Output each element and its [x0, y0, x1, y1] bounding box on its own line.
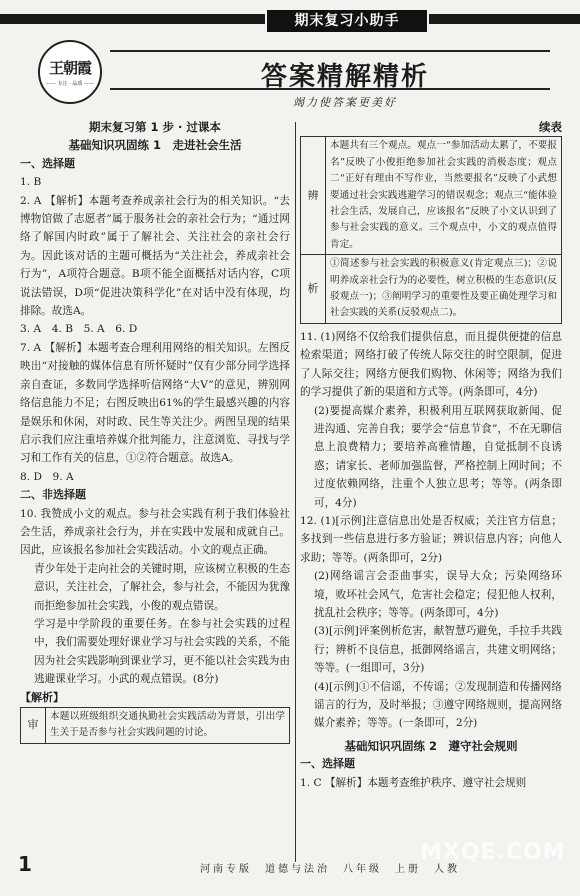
- page-number: 1: [18, 852, 32, 876]
- answer-12-part-2: (2)网络谣言会歪曲事实，误导大众；污染网络环境，败坏社会风气，危害社会稳定；侵犯他人权利，扰乱社会秩序；等等。(两条即可，4分): [314, 570, 562, 619]
- left-column: [20, 118, 290, 744]
- shen-table: [20, 707, 290, 744]
- header-banner: 期末复习小助手: [265, 8, 429, 34]
- answer-8-9: 8. D 9. A: [20, 470, 74, 483]
- header-rule-top: [110, 50, 550, 52]
- analysis-table: [300, 136, 562, 323]
- answer-12-part-1: 12. (1)[示例]注意信息出处是否权威；关注官方信息；多找到一些信息进行多方验证；辨识信息内容；向他人求助；等等。(两条即可，2分): [300, 514, 562, 564]
- xi-label: 析: [301, 255, 326, 323]
- answer-11-part-1: 11. (1)网络不仅给我们提供信息，而且提供便捷的信息检索渠道；网络打破了传统人际交往的时空限制，促进了人际交往；网络方便我们购物、休闲等；网络为我们的学习提供了新的渠道和方式等。(两条即可，4分): [300, 330, 562, 399]
- bian-label: 辨: [301, 137, 326, 254]
- right-column: [300, 118, 562, 792]
- logo-name: 王朝霞: [48, 59, 91, 77]
- section-heading-2: 基础知识巩固练 2 遵守社会规则: [344, 738, 518, 753]
- answer-b1: 1. C 【解析】本题考查维护秩序、遵守社会规则: [300, 776, 527, 789]
- answer-3-6: 3. A 4. B 5. A 6. D: [20, 323, 138, 336]
- answer-10-part-2: 青少年处于走向社会的关键时期，应该树立积极的生态意识，关注社会，了解社会，参与社会，不能因为犹豫而拒绝参加社会实践，小俊的观点错误。: [34, 562, 290, 612]
- bian-row: [301, 137, 561, 254]
- choice-heading: 一、选择题: [20, 156, 75, 170]
- nonchoice-heading: 二、非选择题: [20, 488, 86, 502]
- xi-text: ①简述参与社会实践的积极意义(肯定观点三)；②说明养成亲社会行为的必要性，树立积极的生态意识(反驳观点一)；③阐明学习的重要性及要正确处理学习和社会实践的关系(反驳观点二)。: [330, 258, 557, 319]
- watermark: MXQE.COM: [420, 840, 566, 865]
- answer-7: 7. A 【解析】本题考查合理利用网络的相关知识。左图反映出“对接触的媒体信息有所怀疑时”仅有少部分同学选择亲自查证，多数同学选择听信网络“大V”的意见，辨别网络信息能力不足；右图反映出61%的学生最感兴趣的内容是娱乐和休闲，对时政、民生等关注少。两图呈现的结果启示我们应注重培养媒介批判能力，注意浏览、寻找与学习和工作有关的信息，①②符合题意。故选A。: [20, 341, 290, 465]
- choice-heading-2: 一、选择题: [300, 757, 355, 771]
- answer-10-part-3: 学习是中学阶段的重要任务。在参与社会实践的过程中，我们需要处理好课业学习与社会实践的关系，不能因为社会实践影响到课业学习，更不能以社会实践为由逃避课业学习。小武的观点错误。(8分): [34, 617, 290, 686]
- brand-logo: [38, 40, 102, 104]
- answer-1: 1. B: [20, 176, 42, 189]
- continued-label: 续表: [539, 120, 562, 134]
- shen-label: 审: [21, 708, 46, 743]
- answer-12-part-3: (3)[示例]评案例析危害，献智慧巧避免，手拉手共践行；辨析不良信息，抵御网络谣言，共建文明网络；等等。(一组即可，3分): [314, 625, 562, 675]
- answer-10-part-1: 10. 我赞成小文的观点。参与社会实践有利于我们体验社会生活，养成亲社会行为，并在实践中发展和成就自己。因此，应该报名参加社会实践活动。小文的观点正确。: [20, 507, 290, 557]
- footer-text: 河南专版 道德与法治 八年级 上册 人教: [200, 864, 460, 875]
- section-heading-1: 基础知识巩固练 1 走进社会生活: [68, 138, 242, 153]
- xi-row: [301, 254, 561, 323]
- step-heading: 期末复习第 1 步 · 过课本: [89, 120, 221, 134]
- bian-text: 本题共有三个观点。观点一“参加活动太累了，不要报名”反映了小俊拒绝参加社会实践的消极态度；观点二“正好有理由不写作业，当然要报名”反映了小武想要通过社会实践逃避学习的错误观念；观点三“能体验社会生活，发展自己，应该报名”反映了小文认识到了参与社会实践的意义。三个观点中，小文的观点值得肯定。: [330, 140, 557, 250]
- column-divider: [295, 122, 296, 862]
- page-subtitle: 竭力使答案更美好: [293, 96, 397, 109]
- answer-12-part-4: (4)[示例]①不信谣，不传谣；②发现制造和传播网络谣言的行为，及时举报；③遵守网络规则，提高网络媒介素养；等等。(一条即可，2分): [314, 680, 562, 730]
- shen-text: 本题以班级组织交通执勤社会实践活动为背景，引出学生关于是否参与社会实践问题的讨论。: [50, 711, 285, 739]
- answer-2: 2. A 【解析】本题考查养成亲社会行为的相关知识。“去博物馆做了志愿者”属于服务社会的亲社会行为；“通过网络了解国内时政”属于了解社会、关注社会的亲社会行为。因此该对话的主题可概括为“关注社会，养成亲社会行为”，A项符合题意。B项不能全面概括对话内容，C项说法错误，D项“促进决策科学化”在对话中没有体现，均排除。故选A。: [20, 194, 290, 318]
- page-title: 答案精解精析: [260, 62, 429, 92]
- logo-sub: —— 专注 · 品质 ——: [46, 81, 94, 87]
- answer-11-part-2: (2)要提高媒介素养，积极利用互联网获取新闻、促进沟通、完善自我；要学会“信息节食”，不在无聊信息上浪费精力；要培养高雅情趣，自觉抵制不良诱惑；请家长、老师加强监督，严格控制上网时间；不过度依赖网络，注重个人独立思考；等等。(两条即可，4分): [314, 404, 562, 509]
- analysis-label: 【解析】: [20, 690, 64, 704]
